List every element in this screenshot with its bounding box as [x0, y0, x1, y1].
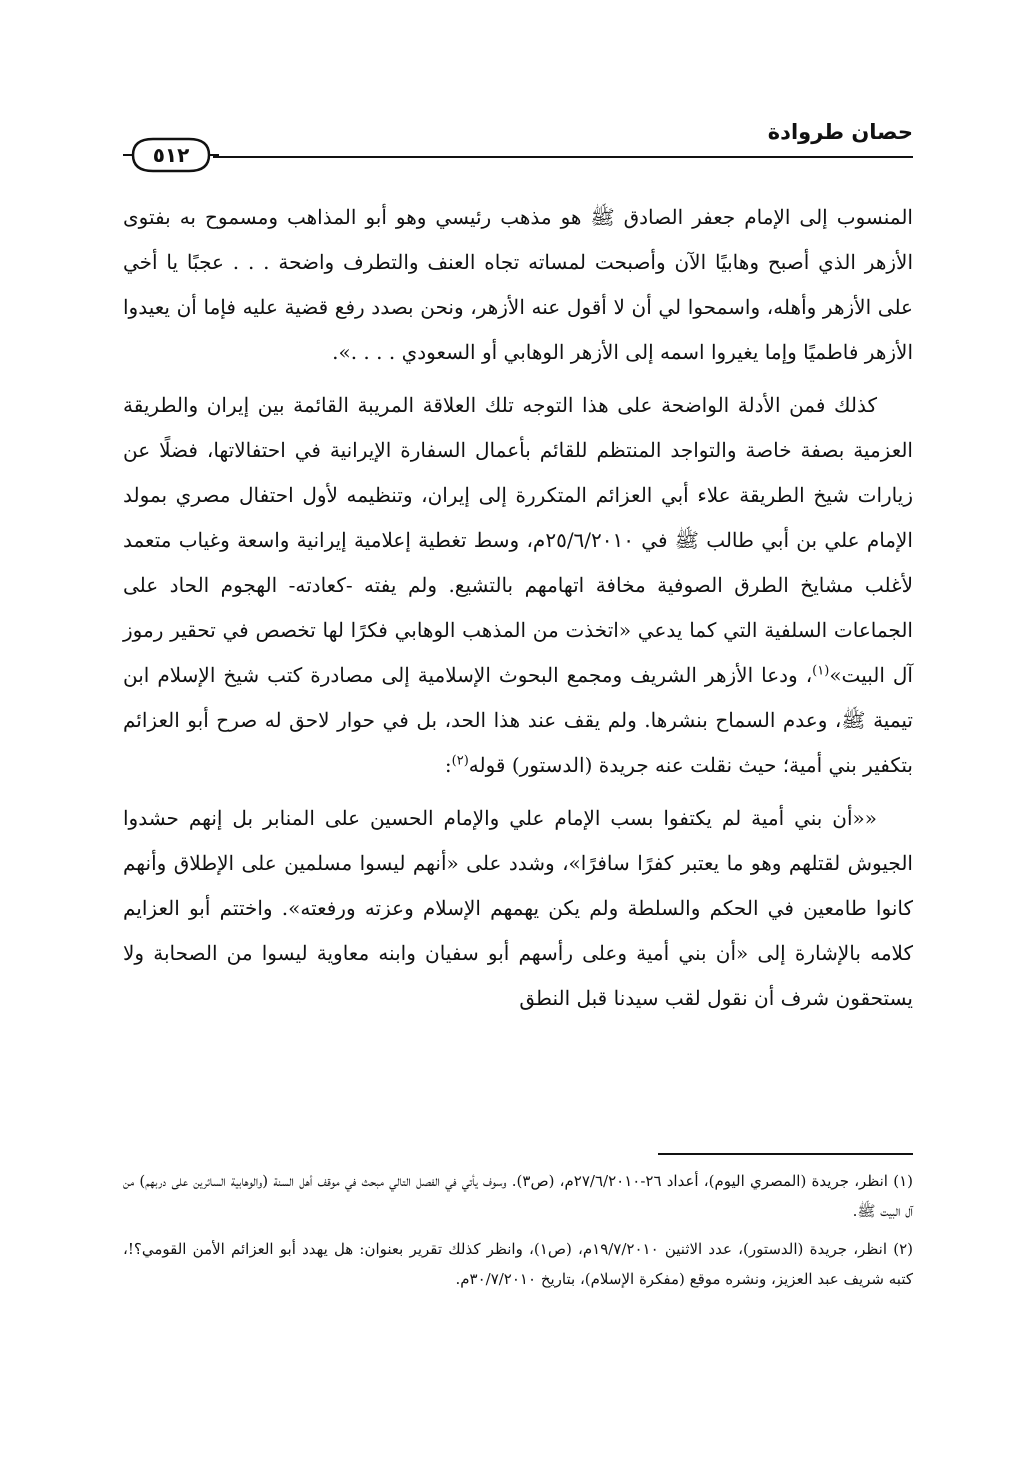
- paragraph-azmiya-part-a: كذلك فمن الأدلة الواضحة على هذا التوجه تلك العلاقة المريبة القائمة بين إيران والطريقة العزمية بصفة خاصة والتواجد المنتظم للقائم بأعمال السفارة الإيرانية في احتفالاتها، فضلًا عن زيارات شيخ الطريقة علاء أبي العزائم المتكررة إلى إيران، وتنظيمه لأول احتفال مصري بمولد الإمام علي بن أبي طالب ﷺ في ٢٥/٦/٢٠١٠م، وسط تغطية إعلامية إيرانية واسعة وغياب متعمد لأغلب مشايخ الطرق الصوفية مخافة اتهامهم بالتشيع. ولم يفته -كعادته- الهجوم الحاد على الجماعات السلفية التي كما يدعي «اتخذت من المذهب الوهابي فكرًا لها تخصص في تحقير رموز آل البيت»: [123, 393, 913, 687]
- footnote-ref-1: (١): [812, 663, 830, 679]
- footnote-ref-2: (٢): [451, 753, 469, 769]
- header-rule: [213, 156, 913, 158]
- footnote-2: (٢) انظر، جريدة (الدستور)، عدد الاثنين ١٩/٧/٢٠١٠م، (ص١)، وانظر كذلك تقرير بعنوان: هل يهدد أبو العزائم الأمن القومي؟!، كتبه شريف عبد العزيز، ونشره موقع (مفكرة الإسلام)، بتاريخ ٣٠/٧/٢٠١٠م.: [123, 1240, 913, 1288]
- paragraph-azmiya-part-b: ، ودعا الأزهر الشريف ومجمع البحوث الإسلامية إلى مصادرة كتب شيخ الإسلام ابن تيمية ﷺ، وعدم السماح بنشرها. ولم يقف عند هذا الحد، بل في حوار لاحق له صرح أبو العزائم بتكفير بني أمية؛ حيث نقلت عنه جريدة (الدستور) قوله: [123, 663, 913, 777]
- running-header: [123, 110, 913, 170]
- paragraph-azmiya: [123, 383, 913, 788]
- footnote-separator: [658, 1153, 913, 1155]
- book-title: حصان طروادة: [767, 120, 913, 144]
- paragraph-quote-bani-umayya: ««أن بني أمية لم يكتفوا بسب الإمام علي والإمام الحسين على المنابر بل إنهم حشدوا الجيوش لقتلهم وهو ما يعتبر كفرًا سافرًا»، وشدد على «أنهم ليسوا مسلمين على الإطلاق وأنهم كانوا طامعين في الحكم والسلطة ولم يكن يهمهم الإسلام وعزته ورفعته». واختتم أبو العزايم كلامه بالإشارة إلى «أن بني أمية وعلى رأسهم أبو سفيان وابنه معاوية ليسوا من الصحابة ولا يستحقون شرف أن نقول لقب سيدنا قبل النطق: [123, 806, 913, 1010]
- paragraph-azmiya-part-c: :: [444, 753, 452, 777]
- page-number: ٥١٢: [152, 143, 190, 167]
- paragraph-quote-end: المنسوب إلى الإمام جعفر الصادق ﷺ هو مذهب رئيسي وهو أبو المذاهب ومسموح به بفتوى الأزهر الذي أصبح وهابيًا الآن وأصبحت لمساته تجاه العنف والتطرف واضحة . . . عجبًا يا أخي على الأزهر وأهله، واسمحوا لي أن لا أقول عنه الأزهر، ونحن بصدد رفع قضية عليه فإما أن يعيدوا الأزهر فاطميًا وإما يغيروا اسمه إلى الأزهر الوهابي أو السعودي . . . .».: [123, 205, 913, 364]
- page-number-badge: [123, 136, 219, 174]
- main-text: [123, 195, 913, 1029]
- footnotes: [123, 1166, 913, 1302]
- footnote-1: (١) انظر، جريدة (المصري اليوم)، أعداد ٢٦-٢٧/٦/٢٠١٠م، (ص٣). وسوف يأتي في الفصل التالي مبحث في موقف أهل السنة (والوهابية السائرين على دربهم) من آل البيت ﷺ.: [123, 1172, 913, 1220]
